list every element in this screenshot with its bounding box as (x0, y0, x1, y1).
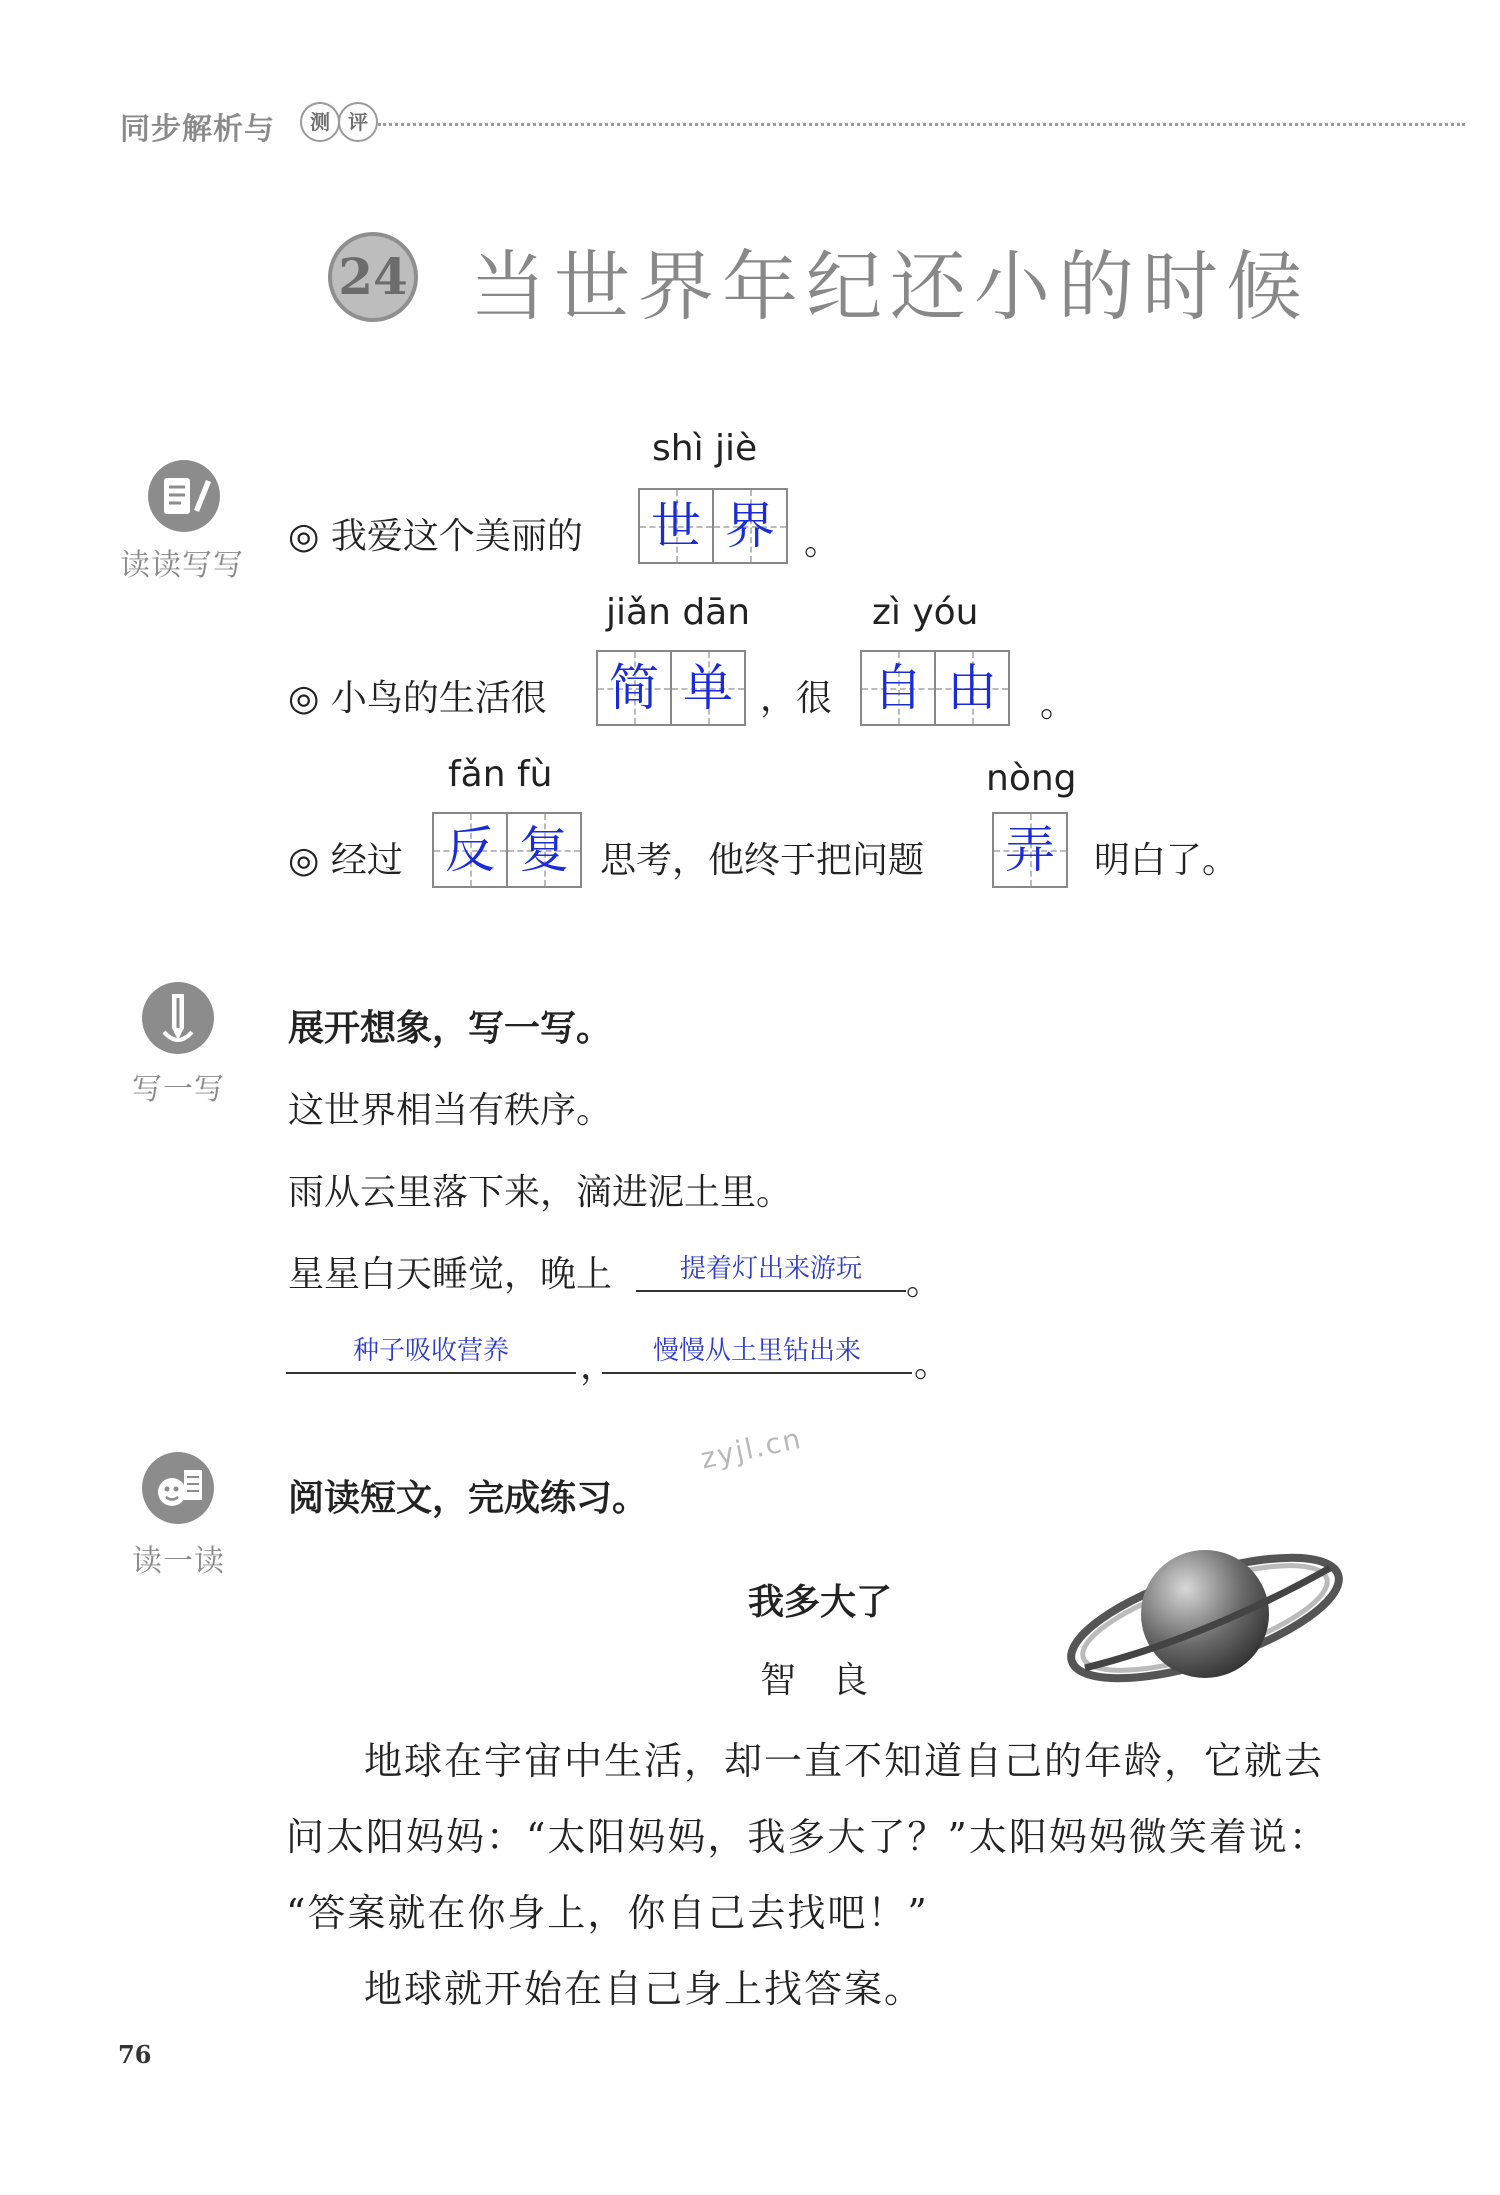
char-box: 界 (712, 488, 788, 564)
item-2-middle: ，很 (760, 678, 833, 719)
write-line-2: 雨从云里落下来，滴进泥土里。 (288, 1172, 793, 1213)
char-box: 由 (934, 650, 1010, 726)
running-header (120, 98, 1465, 148)
item-3-before: 经过 (330, 840, 403, 881)
story-paragraph-1-end: “答案就在你身上，你自己去找吧！” (286, 1891, 929, 1935)
bullet: ◎ (288, 678, 320, 719)
char-box: 简 (596, 650, 672, 726)
char-box: 反 (432, 812, 508, 888)
story-paragraph-1: 地球在宇宙中生活，却一直不知道自己的年龄，它就去 (364, 1739, 1325, 1783)
item-1-before: 我爱这个美丽的 (330, 516, 583, 557)
reading-face-icon (142, 1452, 214, 1524)
write-line-4-after: 。 (914, 1344, 951, 1385)
story-author: 智 良 (760, 1660, 869, 1701)
item-3-text (288, 832, 403, 883)
page-number: 76 (118, 2040, 152, 2069)
pencil-icon (142, 982, 214, 1054)
item-2-before: 小鸟的生活很 (330, 678, 547, 719)
char-box: 自 (860, 650, 936, 726)
item-2-after: 。 (1040, 684, 1077, 725)
char-box: 弄 (992, 812, 1068, 888)
section-label-read-write: 读读写写 (120, 548, 244, 583)
lesson-title: 当世界年纪还小的时候 (470, 242, 1310, 331)
tianzige-shijie (638, 488, 786, 564)
answer-blank-1[interactable]: 提着灯出来游玩 (636, 1250, 906, 1292)
book-title: 同步解析与 (120, 112, 275, 147)
bullet: ◎ (288, 516, 320, 557)
answer-blank-3[interactable]: 慢慢从土里钻出来 (602, 1332, 912, 1374)
tianzige-fanfu (432, 812, 580, 888)
story-paragraph-2: 地球就开始在自己身上找答案。 (364, 1967, 925, 2011)
item-1-after: 。 (804, 522, 841, 563)
tianzige-nong (992, 812, 1066, 888)
pinyin-fanfu: fǎn fù (448, 754, 553, 795)
header-circle-ping: 评 (338, 102, 378, 142)
section-label-write: 写一写 (132, 1072, 225, 1107)
item-2-text (288, 670, 547, 721)
watermark: zyjl.cn (697, 1421, 806, 1476)
pinyin-nong: nòng (986, 758, 1077, 799)
header-circle-ce: 测 (300, 102, 340, 142)
answer-blank-2[interactable]: 种子吸收营养 (286, 1332, 576, 1374)
bullet: ◎ (288, 840, 320, 881)
saturn-illustration (1060, 1528, 1350, 1698)
pinyin-ziyou: zì yóu (872, 592, 979, 633)
pinyin-jiandan: jiǎn dān (606, 592, 751, 633)
pinyin-shijie: shì jiè (652, 428, 758, 469)
read-instruction: 阅读短文，完成练习。 (288, 1477, 649, 1519)
write-line-4-sep: ， (580, 1346, 617, 1387)
write-instruction: 展开想象，写一写。 (288, 1007, 613, 1049)
write-line-3-after: 。 (906, 1262, 943, 1303)
notebook-pen-icon (148, 460, 220, 532)
char-box: 世 (638, 488, 714, 564)
tianzige-ziyou (860, 650, 1008, 726)
write-line-3-before: 星星白天睡觉，晚上 (288, 1254, 613, 1295)
story-paragraph-1-cont: 问太阳妈妈：“太阳妈妈，我多大了？”太阳妈妈微笑着说： (286, 1815, 1329, 1859)
lesson-number-badge: 24 (328, 232, 418, 322)
item-3-after: 明白了。 (1094, 840, 1239, 881)
header-dotted-rule (378, 123, 1465, 126)
char-box: 单 (670, 650, 746, 726)
story-title: 我多大了 (748, 1581, 893, 1623)
item-1-text (288, 508, 583, 559)
item-3-middle: 思考，他终于把问题 (600, 840, 925, 881)
char-box: 复 (506, 812, 582, 888)
tianzige-jiandan (596, 650, 744, 726)
write-line-1: 这世界相当有秩序。 (288, 1090, 613, 1131)
section-label-read: 读一读 (132, 1544, 225, 1579)
